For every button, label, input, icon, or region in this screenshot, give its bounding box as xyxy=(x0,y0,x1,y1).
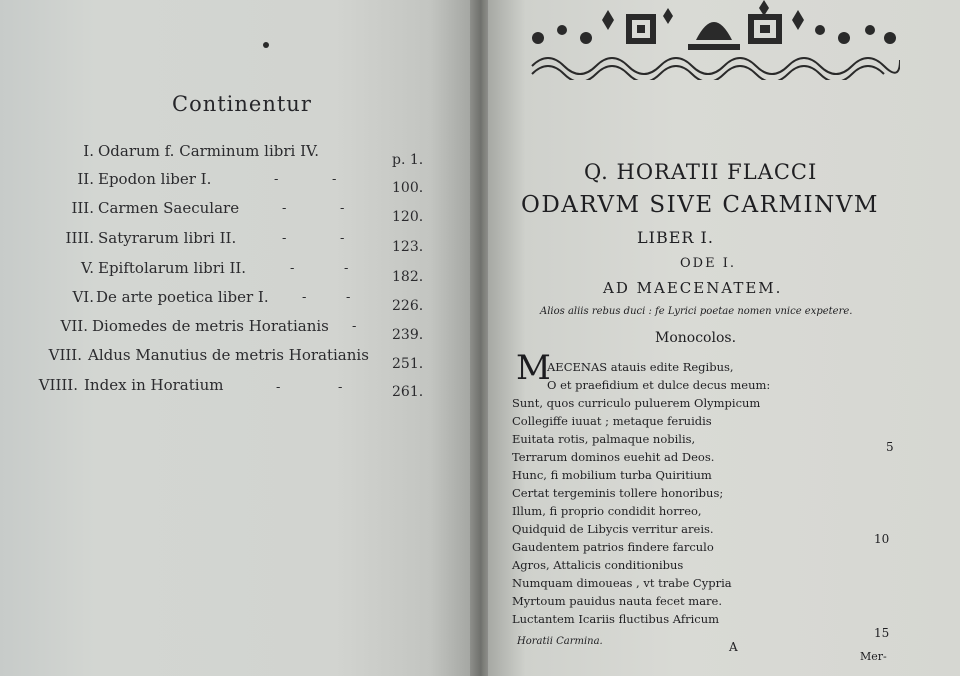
leader-dash: - xyxy=(302,290,307,305)
toc-entry xyxy=(0,376,470,400)
signature-mark: A xyxy=(729,640,738,654)
toc-title: Aldus Manutius de metris Horatianis xyxy=(88,346,369,364)
toc-number: II. xyxy=(77,170,94,188)
toc-number: I. xyxy=(83,142,94,160)
toc-page: 100. xyxy=(392,180,424,196)
verse-line: Euitata rotis, palmaque nobilis, xyxy=(512,432,696,446)
toc-page: 123. xyxy=(392,239,424,255)
leader-dash: - xyxy=(332,172,337,187)
line-number: 5 xyxy=(886,440,894,454)
left-page xyxy=(0,0,478,676)
verse-line: Luctantem Icariis fluctibus Africum xyxy=(512,612,720,626)
toc-entry xyxy=(0,229,470,253)
toc-entry xyxy=(0,346,470,370)
ode-argument: Alios aliis rebus duci : fe Lyrici poetae nomen vnice expetere. xyxy=(540,306,853,317)
leader-dash: - xyxy=(282,231,287,246)
toc-number: VIIII. xyxy=(38,376,78,394)
toc-title: Epodon liber I. xyxy=(98,170,212,188)
verse-line: Numquam dimoueas , vt trabe Cypria xyxy=(512,576,732,590)
toc-title: De arte poetica liber I. xyxy=(96,288,269,306)
line-number: 10 xyxy=(874,532,890,546)
verse-line: Sunt, quos curriculo puluerem Olympicum xyxy=(512,396,761,410)
work-title: ODARVM SIVE CARMINVM xyxy=(521,192,879,218)
running-footer: Horatii Carmina. xyxy=(517,636,603,647)
verse-line: Quidquid de Libycis verritur areis. xyxy=(512,522,714,536)
leader-dash: - xyxy=(276,380,281,395)
leader-dash: - xyxy=(290,261,295,276)
toc-entry xyxy=(0,288,470,312)
leader-dash: - xyxy=(282,201,287,216)
toc-title: Epiftolarum libri II. xyxy=(98,259,247,277)
toc-page: 226. xyxy=(392,298,424,314)
contents-heading: Continentur xyxy=(172,92,312,116)
ink-dot xyxy=(263,42,269,48)
verse-line: Collegiffe iuuat ; metaque feruidis xyxy=(512,414,712,428)
leader-dash: - xyxy=(352,319,357,334)
toc-number: V. xyxy=(81,259,94,277)
toc-page: 239. xyxy=(392,327,424,343)
verse-line: Agros, Attalicis conditionibus xyxy=(512,558,684,572)
leader-dash: - xyxy=(274,172,279,187)
toc-title: Satyrarum libri II. xyxy=(98,229,237,247)
verse-line: O et praefidium et dulce decus meum: xyxy=(547,378,771,392)
toc-number: VI. xyxy=(72,288,94,306)
toc-page: p. 1. xyxy=(392,152,424,168)
author-line: Q. HORATII FLACCI xyxy=(584,160,818,184)
line-number: 15 xyxy=(874,626,890,640)
toc-title: Index in Horatium xyxy=(84,376,224,394)
leader-dash: - xyxy=(344,261,349,276)
verse-line: Hunc, fi mobilium turba Quiritium xyxy=(512,468,712,482)
verse-line: Certat tergeminis tollere honoribus; xyxy=(512,486,724,500)
leader-dash: - xyxy=(346,290,351,305)
toc-entry xyxy=(0,317,470,341)
toc-entry xyxy=(0,199,470,223)
leader-dash: - xyxy=(340,201,345,216)
toc-page: 120. xyxy=(392,209,424,225)
verse-line: Gaudentem patrios findere farculo xyxy=(512,540,714,554)
toc-page: 182. xyxy=(392,269,424,285)
ode-addressee: AD MAECENATEM. xyxy=(603,279,783,297)
toc-title: Diomedes de metris Horatianis xyxy=(92,317,329,335)
toc-page: 261. xyxy=(392,384,424,400)
book-number: LIBER I. xyxy=(637,228,714,247)
toc-entry xyxy=(0,170,470,194)
verse-line: Illum, fi proprio condidit horreo, xyxy=(512,504,702,518)
leader-dash: - xyxy=(340,231,345,246)
toc-entry xyxy=(0,259,470,283)
leader-dash: - xyxy=(338,380,343,395)
headpiece-ornament xyxy=(528,0,900,80)
verse-line: Myrtoum pauidus nauta fecet mare. xyxy=(512,594,723,608)
catchword: Mer- xyxy=(860,650,887,663)
meter-label: Monocolos. xyxy=(655,330,737,346)
verse-line: Terrarum dominos euehit ad Deos. xyxy=(512,450,715,464)
drop-cap: M xyxy=(516,348,551,388)
toc-number: VII. xyxy=(60,317,88,335)
toc-title: Carmen Saeculare xyxy=(98,199,240,217)
toc-title: Odarum f. Carminum libri IV. xyxy=(98,142,319,160)
verse-line: AECENAS atauis edite Regibus, xyxy=(547,360,734,374)
ode-number: ODE I. xyxy=(680,256,736,271)
toc-entry xyxy=(0,142,470,166)
toc-number: VIII. xyxy=(48,346,82,364)
toc-page: 251. xyxy=(392,356,424,372)
toc-number: IIII. xyxy=(65,229,94,247)
toc-number: III. xyxy=(71,199,94,217)
